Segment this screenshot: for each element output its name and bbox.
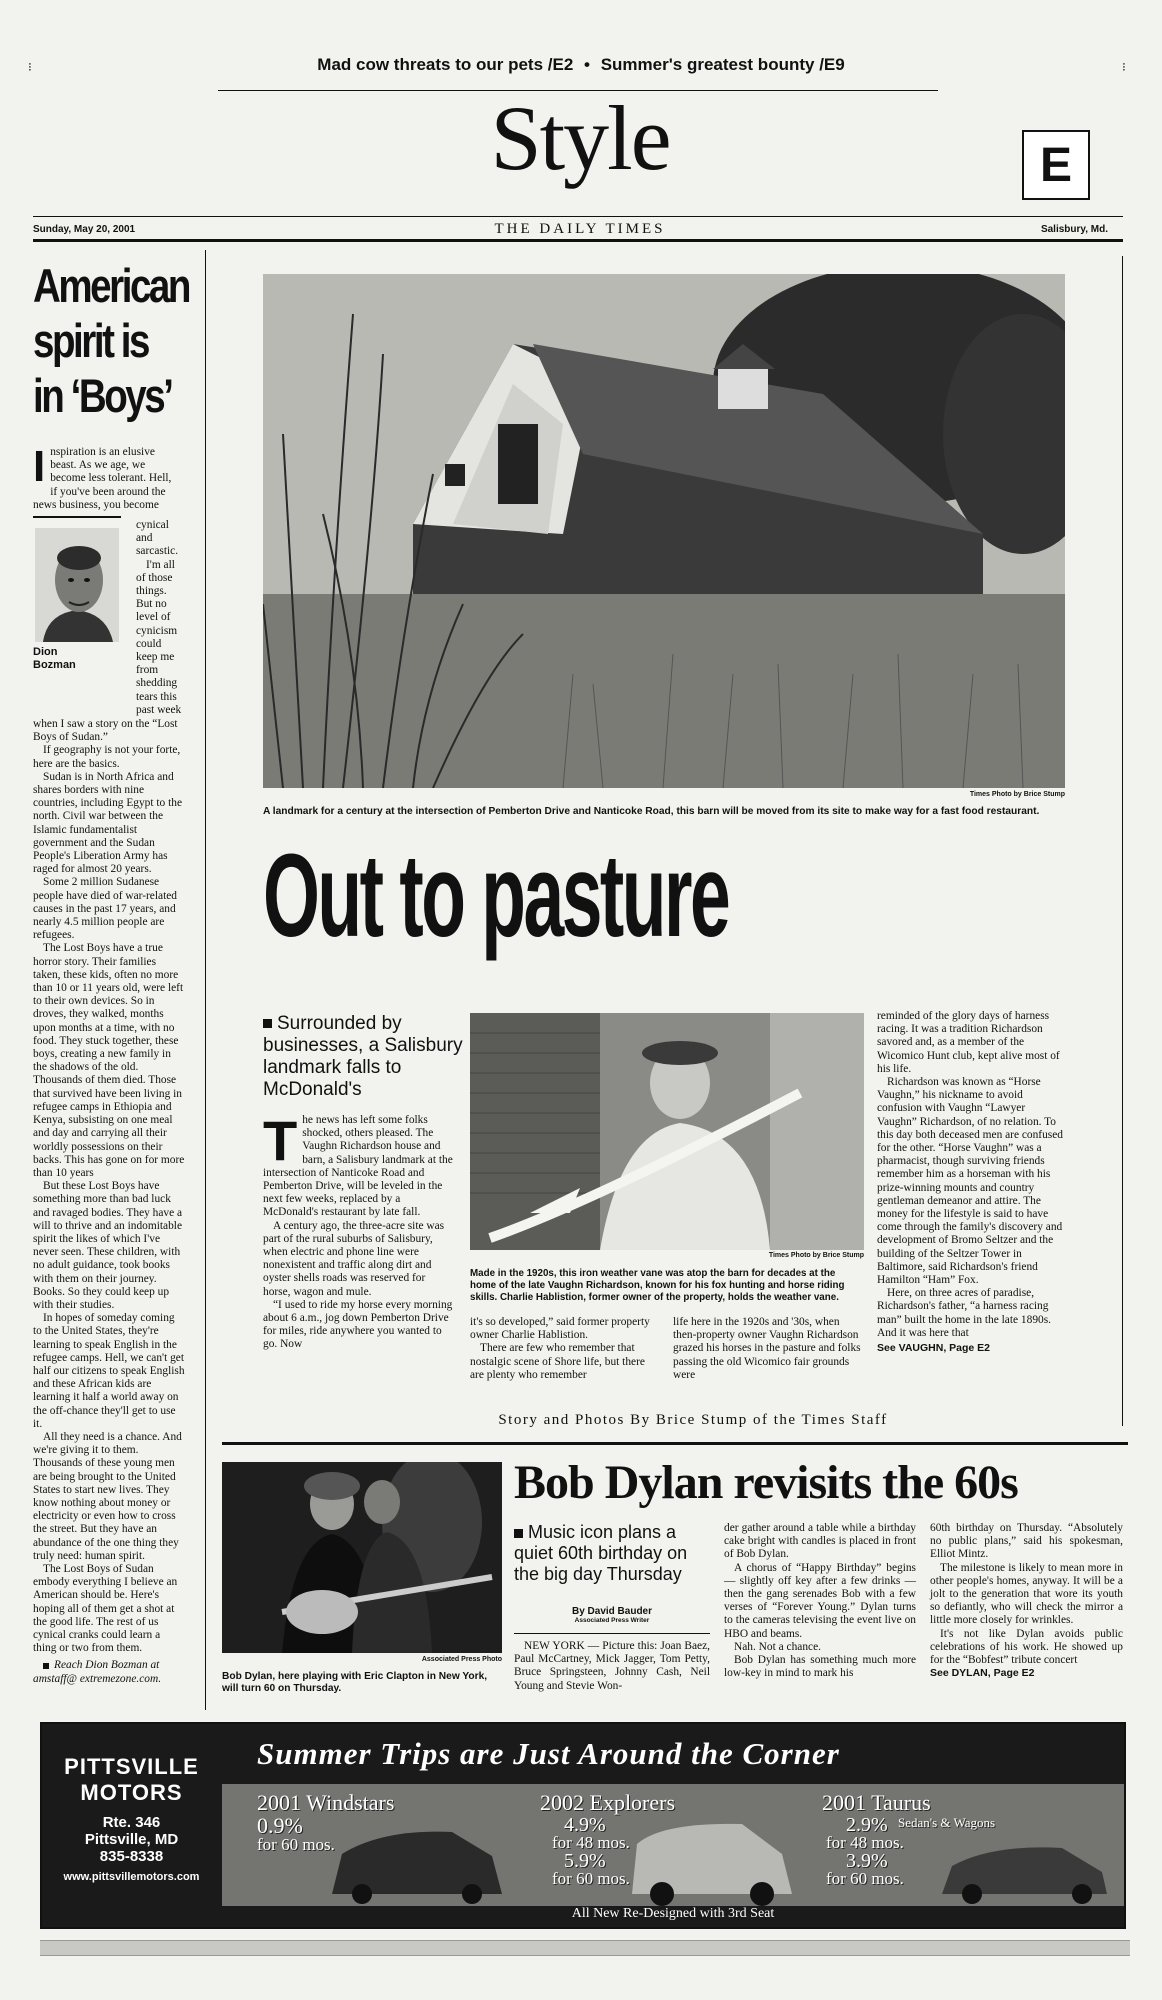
column-contact[interactable]: Reach Dion Bozman at amstaff@ extremezone.com. [33, 1659, 162, 1685]
dealer-website[interactable]: www.pittsvillemotors.com [63, 1871, 200, 1883]
barn-paragraph: it's so developed,” said former property owner Charlie Hablistion. [470, 1316, 650, 1342]
ad-deal-term: for 60 mos. [257, 1835, 335, 1854]
dylan-headline: Bob Dylan revisits the 60s [514, 1456, 1018, 1509]
barn-photo-caption: A landmark for a century at the intersection of Pemberton Drive and Nanticoke Road, this barn will be moved from its site to make way for a fast food restaurant. [263, 806, 1040, 817]
barn-paragraph: There are few who remember that nostalgic scene of Shore life, but there are plenty who remember [470, 1342, 645, 1381]
wrap-line: tears this [136, 690, 177, 703]
ad-deal-rate: 5.9% [564, 1850, 606, 1872]
barn-right-rule [1122, 256, 1123, 1426]
dylan-byline-rule [514, 1633, 710, 1634]
barn-photo-credit: Times Photo by Brice Stump [969, 791, 1065, 798]
ad-slogan: Summer Trips are Just Around the Corner [257, 1736, 840, 1771]
dylan-top-rule [222, 1442, 1128, 1445]
ad-deal-extra: Sedan's & Wagons [898, 1815, 996, 1830]
ad-deal-model: 2001 Taurus [822, 1790, 931, 1815]
dylan-paragraph: 60th birthday on Thursday. “Absolutely no public plans,” said his spokesman, Elliot Mintz. [930, 1522, 1123, 1561]
dealer-ad[interactable] [40, 1722, 1126, 1929]
dylan-photo-credit: Associated Press Photo [421, 1656, 502, 1663]
column-paragraph: when I saw a story on the “Lost Boys of Sudan.” [33, 718, 178, 744]
barn-headline: Out to pasture [263, 830, 729, 962]
column-paragraph: The Lost Boys have a true horror story. Their families taken, these kids, often no more than 10 or 11 years old, were left to their own devices. So in droves, they walked, months upon months at a time, with no food. They stuck together, these boys, creating a new family in the shadows of the old. Thousands of them died. Those that survived have been living in refugee camps in Ethiopia and Kenya, subsisting on one meal and day and carrying all their worldly possessions on their backs. This has gone on for more than 10 years [33, 942, 185, 1179]
wrap-line: and [136, 532, 153, 545]
barn-paragraph: reminded of the glory days of harness racing. It was a tradition Richardson savored and, as a member of the Wicomico Hunt club, kept alive most of his life. [877, 1010, 1060, 1075]
teaser-separator: • [584, 55, 590, 74]
wrap-line: things. [136, 585, 167, 598]
column-paragraph: Sudan is in North Africa and shares borders with nine countries, including Egypt to the north. Civil war between the Islamic fundamentalist government and the Sudan People's Liberation Army has raged for almost 20 years. [33, 770, 183, 876]
section-letter: E [1039, 138, 1072, 192]
dealer-name: PITTSVILLE MOTORS [64, 1754, 199, 1805]
column-lead-text: nspiration is an elusive beast. As we age, we become less tolerant. Hell, if you've been around the news business, you become [33, 446, 172, 511]
column-paragraph: Some 2 million Sudanese people have died of war-related causes in the past 17 years, and nearly 4.5 million people are refugees. [33, 876, 177, 942]
barn-paragraph: “I used to ride my horse every morning about 6 a.m., jog down Pemberton Drive for miles, ride anywhere you wanted to go. Now [263, 1298, 453, 1351]
column-headline-line: spirit is [33, 314, 148, 367]
column-separator [205, 250, 206, 1710]
edge-dots-right: ⁝ [1122, 60, 1126, 74]
ad-footer: All New Re-Designed with 3rd Seat [571, 1906, 775, 1921]
dylan-paragraph: der gather around a table while a birthday cake bright with candles is placed in front of Bob Dylan. [724, 1522, 916, 1561]
wrap-line: level of [136, 611, 171, 624]
dealer-address: Rte. 346 [102, 1814, 161, 1831]
dylan-byline-title: Associated Press Writer [574, 1617, 650, 1624]
dylan-paragraph: It's not like Dylan avoids public celebrations of his work. He showed up for the “Bobfest” tribute concert [930, 1627, 1123, 1667]
wrap-line: from [136, 664, 159, 677]
barn-paragraph: Here, on three acres of paradise, Richardson's father, “a harness racing man” built the home in the late 1890s. And it was here that [877, 1287, 1051, 1339]
wrap-line: shedding [136, 677, 178, 690]
dylan-subhead: Music icon plans a quiet 60th birthday on the big day Thursday [514, 1522, 688, 1584]
barn-paragraph: A century ago, the three-acre site was part of the rural suburbs of Salisbury, when electric and phone line were nonexistent and traffic along dirt and oyster shells roads was reserved for horse, wagon and mule. [263, 1219, 445, 1298]
columnist-name [33, 646, 76, 672]
barn-body-col3 [673, 1316, 863, 1382]
barn-dropcap: T [263, 1109, 298, 1172]
weathervane-photo [470, 1013, 864, 1250]
column-paragraph: But these Lost Boys have something more than bad luck and ravaged bodies. They have a will to thrive and an indomitable spirit the likes of which I've never seen. These children, with no adult guidance, took books with them on their journey. Books. So they could keep up with their studies. [33, 1180, 183, 1311]
barn-byline: Story and Photos By Brice Stump of the Times Staff [498, 1412, 888, 1428]
dylan-body-col3 [930, 1522, 1123, 1680]
ad-deal-term: for 60 mos. [552, 1869, 630, 1888]
section-title: Style [490, 87, 670, 189]
bottom-scan-strip [40, 1940, 1130, 1956]
barn-paragraph: he news has left some folks shocked, others pleased. The Vaughn Richardson house and barn, a Salisbury landmark at the intersection of Nanticoke Road and Pemberton Drive, will be leveled in the next few weeks, replaced by a McDonald's restaurant by late fall. [263, 1114, 453, 1219]
column-headline [33, 258, 189, 423]
column-headline-line: American [33, 259, 189, 312]
column-body [33, 718, 185, 1686]
issue-date: Sunday, May 20, 2001 [33, 224, 136, 235]
dylan-byline-name: By David Bauder [571, 1606, 653, 1617]
wrap-line: past week [136, 703, 182, 716]
columnist-mugshot [35, 528, 119, 642]
column-lead [33, 442, 173, 512]
barn-paragraph: Richardson was known as “Horse Vaughn,” his nickname to avoid confusion with Vaughn “Lawyer Vaughn” Richardson, of no relation. To this day both deceased men are confused for the other. “Horse Vaughn” was a pharmacist, though surviving friends remember him as a horseman with his prize-winning mounts and country gentleman demeanor and attire. The money for the lifestyle is said to have come through the family's discovery and development of Bromo Seltzer and the building of the Seltzer Tower in Baltimore, said Richardson's friend Hamilton “Ham” Fox. [877, 1076, 1063, 1287]
dylan-paragraph: The milestone is likely to mean more in other people's homes, anyway. It will be a jolt to the generation that wore its youth so defiantly, who will check the mirror a little more closely for wrinkles. [930, 1561, 1123, 1627]
column-wrap-text [136, 519, 202, 717]
weathervane-photo-caption: Made in the 1920s, this iron weather vane was atop the barn for decades at the home of the late Vaughn Richardson, known for his fox hunting and horse riding skills. Charlie Hablistion, former owner of the property, holds the weather vane. [470, 1268, 845, 1303]
dylan-paragraph: Nah. Not a chance. [734, 1640, 821, 1653]
columnist-name-line: Dion [33, 646, 58, 658]
columnist-name-line: Bozman [33, 659, 76, 671]
ad-deal-term: for 48 mos. [826, 1833, 904, 1852]
column-paragraph: All they need is a chance. And we're giving it to them. Thousands of these young men are being brought to the United States to start new lives. They know nothing about money or electricity or even how to cross the street. But they have an abundance of the one thing they truly need: human spirit. [33, 1430, 182, 1562]
wrap-line: could [136, 637, 162, 650]
barn-body-col4 [877, 1010, 1067, 1355]
ad-deal-rate: 3.9% [846, 1850, 888, 1872]
ad-deal-model: 2002 Explorers [540, 1790, 676, 1815]
masthead-rule-top [33, 216, 1123, 217]
dylan-photo-caption: Bob Dylan, here playing with Eric Clapton in New York, will turn 60 on Thursday. [222, 1671, 488, 1694]
mugshot-rule [33, 516, 121, 518]
barn-jump-link[interactable]: See VAUGHN, Page E2 [877, 1342, 991, 1355]
column-paragraph: In hopes of someday coming to the United States, they're learning to speak English in the refugee camps. Hell, we can't get half our citizens to speak English and these African kids are learning it half a world away on the off-chance they'll get to use it. [33, 1312, 185, 1430]
weathervane-photo-credit: Times Photo by Brice Stump [768, 1252, 864, 1259]
dealer-city: Pittsville, MD [84, 1831, 179, 1848]
dylan-paragraph: NEW YORK — Picture this: Joan Baez, Paul McCartney, Mick Jagger, Tom Petty, Bruce Springsteen, Johnny Cash, Neil Young and Stevie Won- [514, 1640, 710, 1692]
dealer-phone[interactable]: 835-8338 [99, 1848, 164, 1865]
dylan-paragraph: A chorus of “Happy Birthday” begins — slightly off key after a few drinks — then the gang serenades Bob with a few verses of “Forever Young.” Dylan turns to the cameras televising the event live on HBO and beams. [724, 1561, 916, 1640]
wrap-line: cynicism [136, 624, 178, 637]
wrap-line: But no [136, 598, 167, 611]
ad-deal-term: for 60 mos. [826, 1869, 904, 1888]
paper-name: THE DAILY TIMES [494, 221, 666, 237]
teaser-item[interactable]: Mad cow threats to our pets /E2 [317, 55, 574, 74]
section-letter-box [1022, 130, 1090, 200]
teaser-bar [0, 55, 1162, 75]
ad-deal-explorer [540, 1790, 675, 1888]
wrap-line: sarcastic. [136, 545, 179, 558]
column-headline-line: in ‘Boys’ [33, 369, 172, 422]
wrap-line: of those [136, 571, 173, 584]
masthead-rule-bottom [33, 239, 1123, 242]
column-dropcap: I [33, 442, 46, 491]
dylan-byline [514, 1606, 710, 1624]
ad-deal-rate: 0.9% [257, 1813, 303, 1838]
dylan-body-col1 [514, 1640, 710, 1693]
barn-body-col1 [263, 1109, 453, 1352]
wrap-line: I'm all [146, 558, 175, 571]
dylan-photo [222, 1462, 502, 1653]
dylan-body-col2 [724, 1522, 916, 1680]
ad-deal-taurus [822, 1790, 996, 1888]
dylan-jump-link[interactable]: See DYLAN, Page E2 [930, 1667, 1035, 1680]
ad-deal-term: for 48 mos. [552, 1833, 630, 1852]
issue-location: Salisbury, Md. [1040, 224, 1108, 235]
wrap-line: cynical [136, 519, 169, 531]
dylan-paragraph: Bob Dylan has something much more low-key in mind to mark his [724, 1654, 916, 1680]
barn-paragraph: life here in the 1920s and '30s, when then-property owner Vaughn Richardson grazed his horses in the pasture and folks passing the old Wicomico fair grounds were [673, 1316, 861, 1381]
wrap-line: keep me [136, 651, 175, 664]
ad-deal-model: 2001 Windstars [257, 1790, 395, 1815]
ad-deal-rate: 4.9% [564, 1814, 606, 1836]
barn-body-col2 [470, 1316, 655, 1382]
dealer-panel [44, 1726, 219, 1925]
column-paragraph: If geography is not your forte, here are the basics. [33, 744, 181, 770]
column-paragraph: The Lost Boys of Sudan embody everything I believe an American should be. Here's hoping all of them get a shot at the good life. The rest of us cynical cranks could learn a thing or two from them. [33, 1563, 178, 1655]
ad-deal-windstar [257, 1790, 394, 1854]
teaser-item[interactable]: Summer's greatest bounty /E9 [600, 55, 845, 74]
edge-dots-left: ⁝ [28, 60, 32, 74]
barn-photo [263, 274, 1065, 788]
barn-subhead: Surrounded by businesses, a Salisbury landmark falls to McDonald's [263, 1013, 463, 1100]
ad-deal-rate: 2.9% [846, 1814, 888, 1836]
